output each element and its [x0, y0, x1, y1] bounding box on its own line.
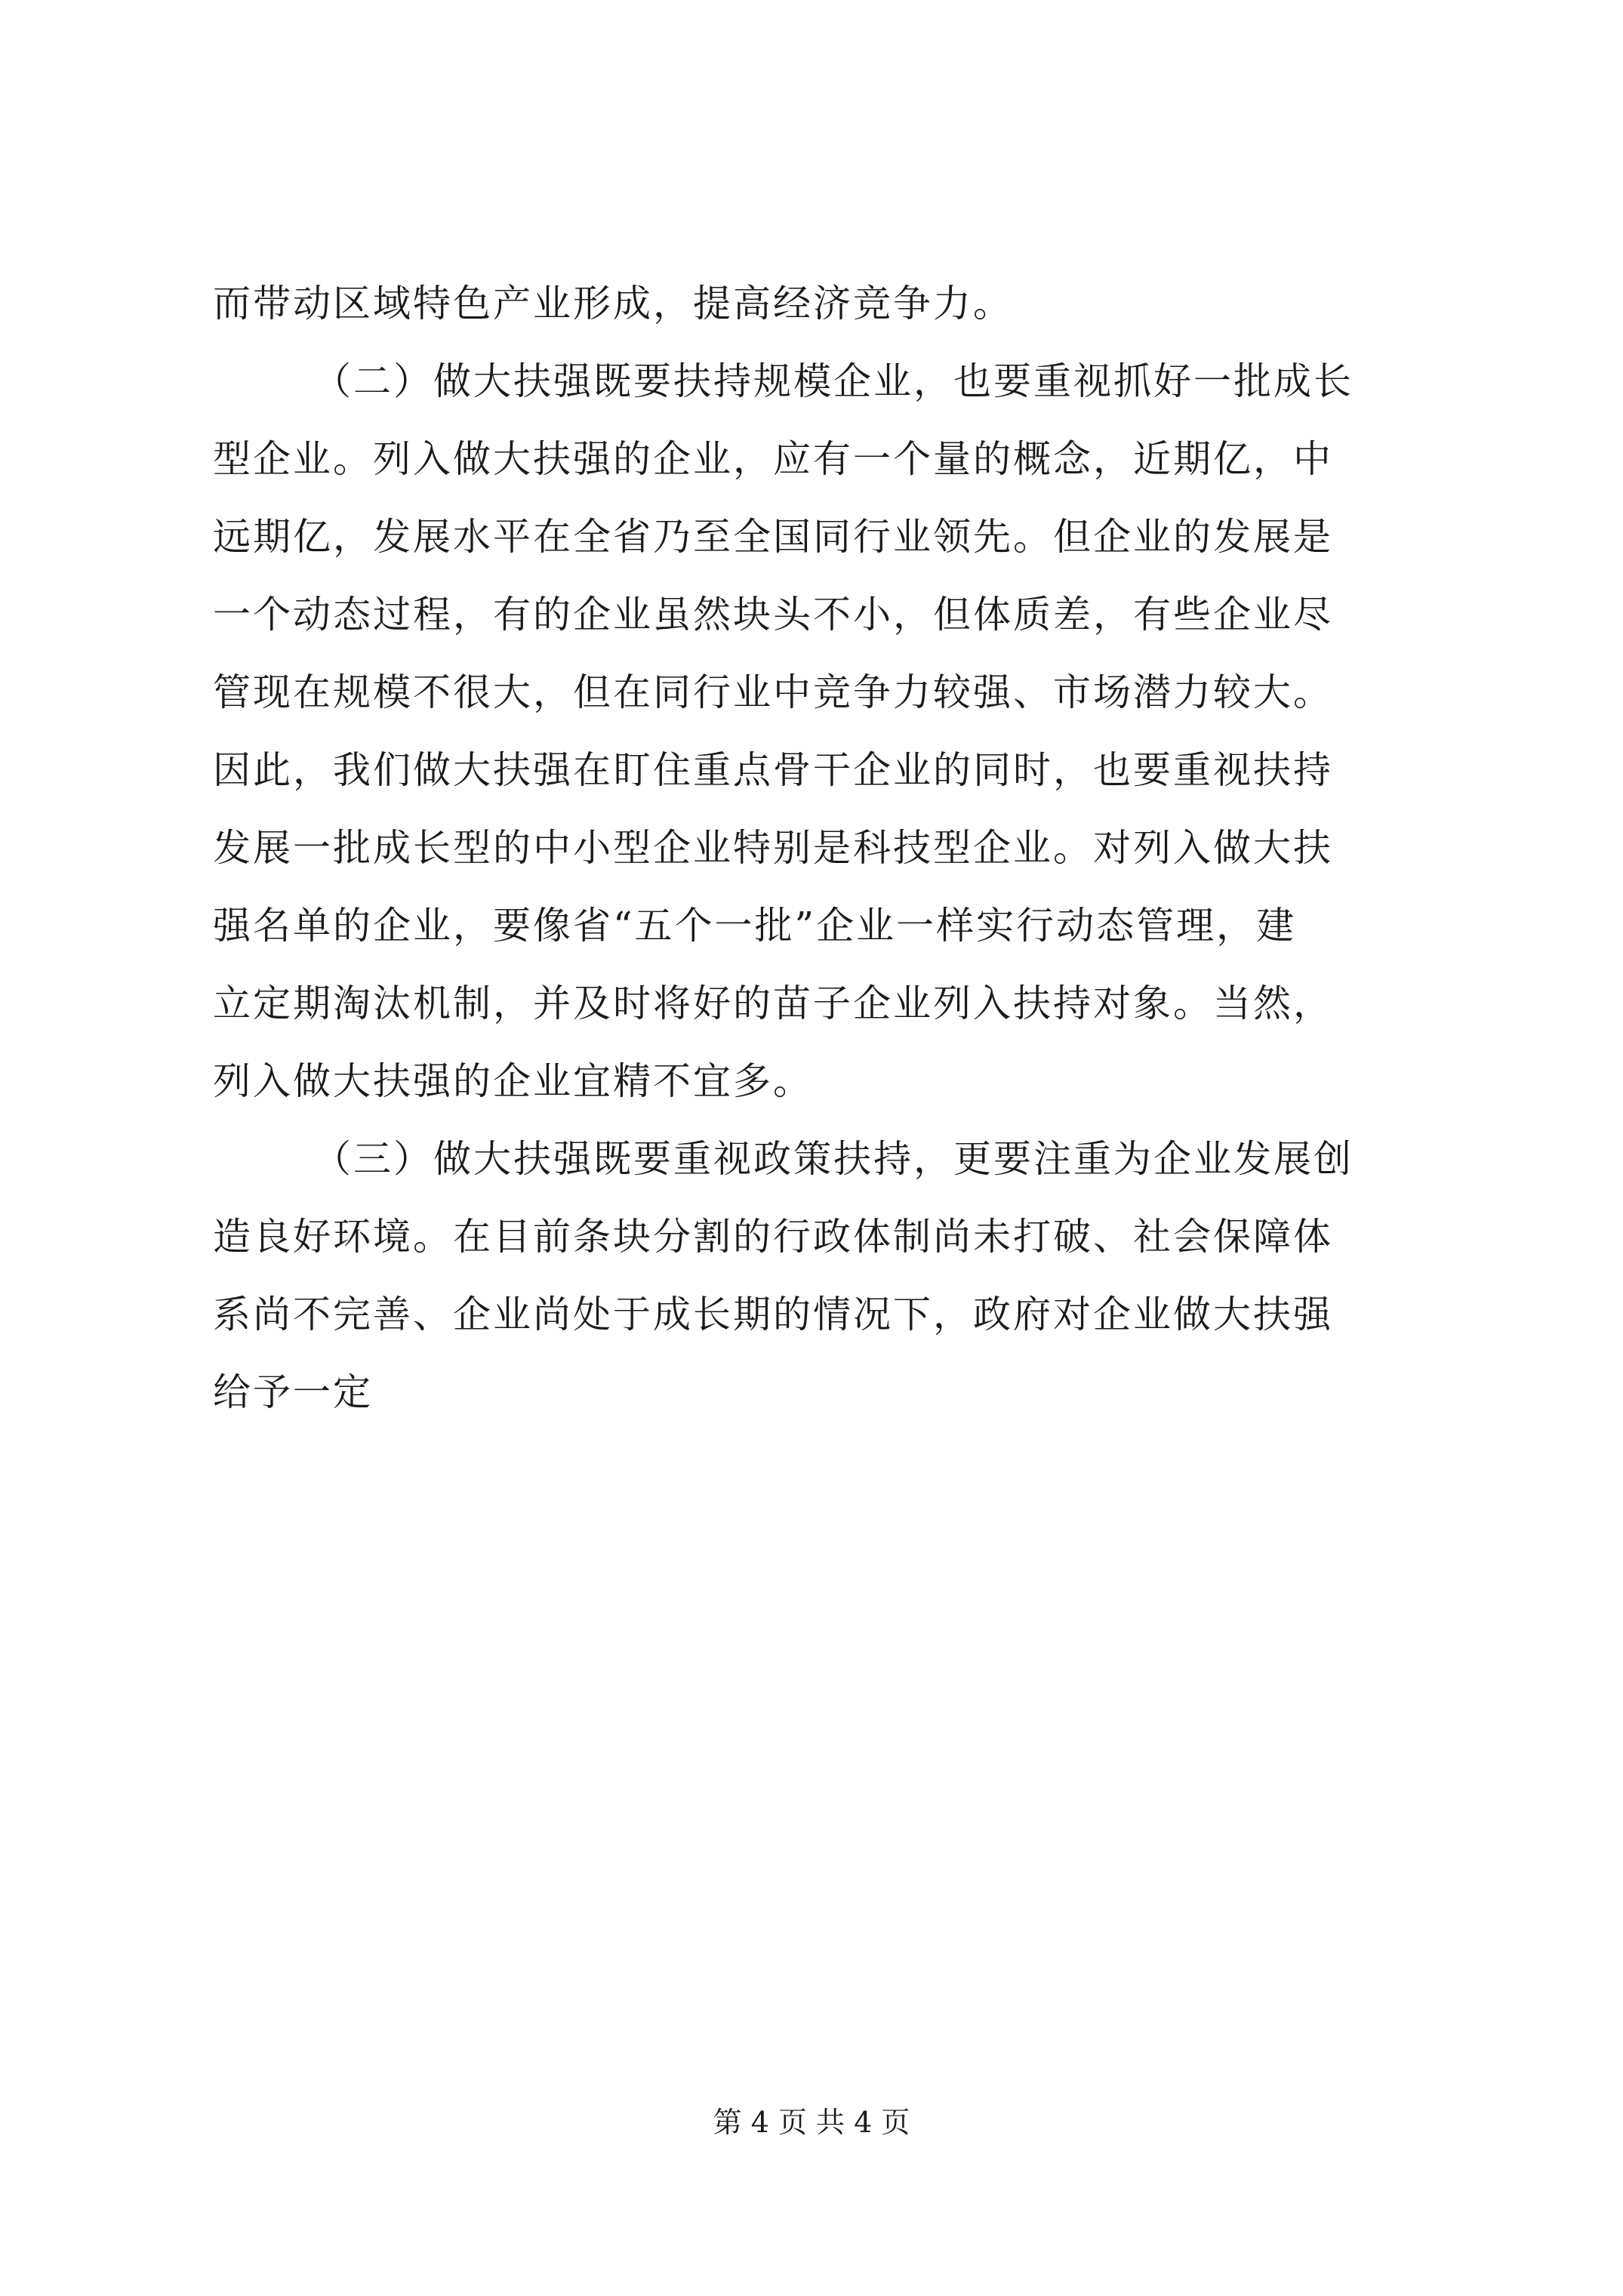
text-line: 一个动态过程，有的企业虽然块头不小，但体质差，有些企业尽	[213, 593, 1333, 636]
text-line: 管现在规模不很大，但在同行业中竞争力较强、市场潜力较大。	[213, 670, 1333, 714]
text-line: 而带动区域特色产业形成，提高经济竞争力。	[213, 282, 1013, 325]
text-line: 发展一批成长型的中小型企业特别是科技型企业。对列入做大扶	[213, 826, 1333, 870]
text-line: 强名单的企业，要像省“五个一批”企业一样实行动态管理，建	[213, 904, 1297, 948]
paragraph-2-first-line: （二）做大扶强既要扶持规模企业，也要重视抓好一批成长	[313, 359, 1354, 403]
text-line: 给予一定	[213, 1370, 373, 1414]
text-line: 型企业。列入做大扶强的企业，应有一个量的概念，近期亿，中	[213, 437, 1333, 481]
text-line: 造良好环境。在目前条块分割的行政体制尚未打破、社会保障体	[213, 1215, 1333, 1259]
text-line: 立定期淘汰机制，并及时将好的苗子企业列入扶持对象。当然，	[213, 982, 1333, 1025]
text-line: 列入做大扶强的企业宜精不宜多。	[213, 1059, 813, 1103]
text-line: 因此，我们做大扶强在盯住重点骨干企业的同时，也要重视扶持	[213, 748, 1333, 792]
paragraph-3-first-line: （三）做大扶强既要重视政策扶持，更要注重为企业发展创	[313, 1137, 1354, 1181]
text-line: 系尚不完善、企业尚处于成长期的情况下，政府对企业做大扶强	[213, 1293, 1333, 1336]
page-number-footer: 第 4 页 共 4 页	[713, 2106, 910, 2139]
text-line: 远期亿，发展水平在全省乃至全国同行业领先。但企业的发展是	[213, 515, 1333, 559]
